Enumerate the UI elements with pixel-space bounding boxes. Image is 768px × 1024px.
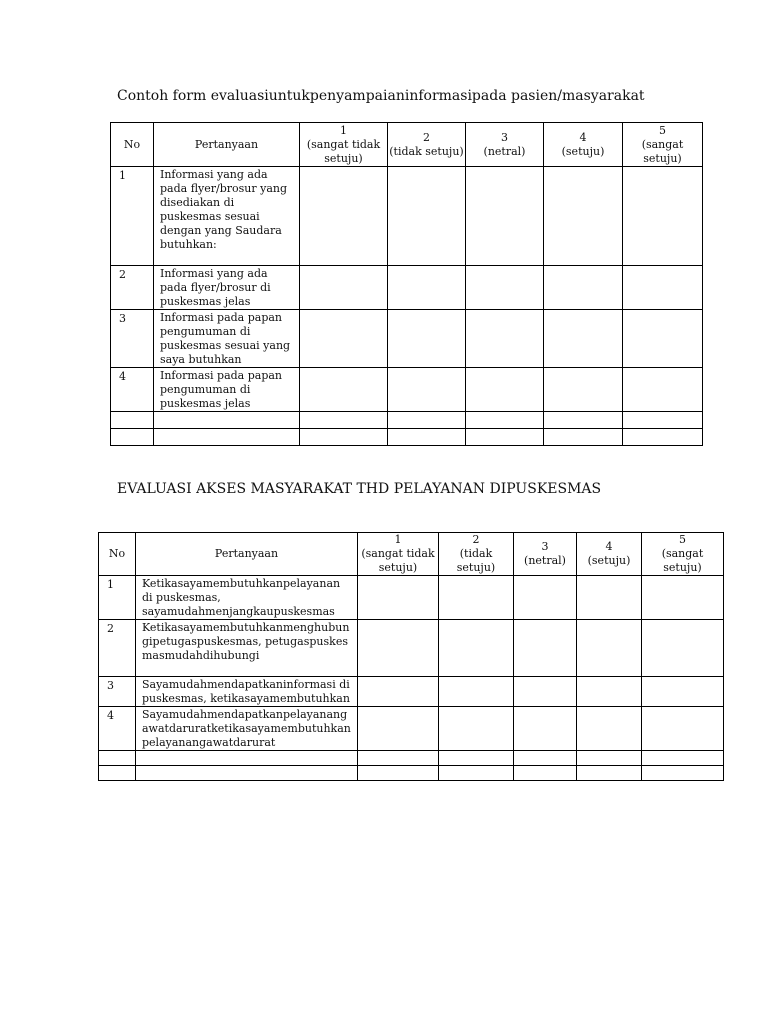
header-no: No [99,533,136,576]
rating-cell[interactable] [642,620,724,677]
scale-number: 4 [579,130,587,144]
rating-cell[interactable] [388,167,466,266]
scale-number: 3 [541,540,549,553]
rating-cell[interactable] [544,429,623,446]
scale-number: 4 [605,540,613,553]
rating-cell[interactable] [514,766,577,781]
row-number [99,751,136,766]
rating-cell[interactable] [439,707,514,751]
rating-cell[interactable] [642,766,724,781]
rating-cell[interactable] [466,368,544,412]
table-row [111,266,703,310]
form1-title: Contoh form evaluasiuntukpenyampaianinformasipada pasien/masyarakat [117,88,645,104]
rating-cell[interactable] [623,310,703,368]
row-question: Sayamudahmendapatkaninformasi di puskesmas, ketikasayamembutuhkan [136,677,358,707]
scale-label: (setuju) [587,554,631,567]
form1-table [110,122,703,446]
table-row [99,751,724,766]
header-scale-5 [642,533,724,576]
rating-cell[interactable] [514,751,577,766]
rating-cell[interactable] [466,167,544,266]
table-row [111,310,703,368]
header-scale-3 [466,123,544,167]
rating-cell[interactable] [388,266,466,310]
rating-cell[interactable] [623,412,703,429]
rating-cell[interactable] [439,677,514,707]
row-question: Ketikasayamembutuhkanmenghubungipetugaspuskesmas, petugaspuskesmasmudahdihubungi [136,620,358,677]
header-scale-4 [577,533,642,576]
rating-cell[interactable] [623,368,703,412]
rating-cell[interactable] [300,167,388,266]
rating-cell[interactable] [642,707,724,751]
rating-cell[interactable] [388,412,466,429]
rating-cell[interactable] [388,310,466,368]
table-row [99,707,724,751]
header-scale-2 [439,533,514,576]
rating-cell[interactable] [623,167,703,266]
table-row [99,576,724,620]
rating-cell[interactable] [514,576,577,620]
rating-cell[interactable] [439,766,514,781]
rating-cell[interactable] [358,677,439,707]
header-scale-1 [358,533,439,576]
rating-cell[interactable] [577,576,642,620]
row-number: 4 [99,707,136,751]
rating-cell[interactable] [358,766,439,781]
rating-cell[interactable] [358,707,439,751]
rating-cell[interactable] [642,576,724,620]
scale-label: (netral) [524,554,566,567]
rating-cell[interactable] [439,576,514,620]
rating-cell[interactable] [439,620,514,677]
row-question: Ketikasayamembutuhkanpelayanan di puskesmas, sayamudahmenjangkaupuskesmas [136,576,358,620]
row-question [154,429,300,446]
row-question: Informasi pada papan pengumuman di puskesmas sesuai yang saya butuhkan [154,310,300,368]
scale-label: (sangat setuju) [661,547,704,574]
scale-label: (sangat tidak setuju) [361,547,435,574]
row-question: Informasi yang ada pada flyer/brosur di puskesmas jelas [154,266,300,310]
table-row [111,167,703,266]
row-number [111,429,154,446]
rating-cell[interactable] [466,429,544,446]
rating-cell[interactable] [514,677,577,707]
rating-cell[interactable] [577,751,642,766]
form1-header-row [111,123,703,167]
rating-cell[interactable] [300,412,388,429]
scale-label: (tidak setuju) [456,547,496,574]
row-number: 4 [111,368,154,412]
row-number [111,412,154,429]
row-number: 2 [99,620,136,677]
rating-cell[interactable] [300,368,388,412]
row-question: Informasi pada papan pengumuman di puskesmas jelas [154,368,300,412]
form2-table [98,532,724,781]
rating-cell[interactable] [577,707,642,751]
rating-cell[interactable] [577,677,642,707]
scale-label: (setuju) [561,144,605,158]
row-number: 1 [111,167,154,266]
rating-cell[interactable] [466,412,544,429]
header-no: No [111,123,154,167]
row-number [99,766,136,781]
table-row [111,368,703,412]
rating-cell[interactable] [514,707,577,751]
rating-cell[interactable] [577,766,642,781]
row-question: Informasi yang ada pada flyer/brosur yang disediakan di puskesmas sesuai dengan yang Saudara butuhkan: [154,167,300,266]
row-question [136,751,358,766]
rating-cell[interactable] [439,751,514,766]
rating-cell[interactable] [388,368,466,412]
scale-number: 2 [472,533,480,546]
header-scale-3 [514,533,577,576]
rating-cell[interactable] [544,266,623,310]
scale-label: (netral) [483,144,526,158]
header-scale-5 [623,123,703,167]
form2-title: EVALUASI AKSES MASYARAKAT THD PELAYANAN DIPUSKESMAS [117,481,602,497]
table-row [111,412,703,429]
rating-cell[interactable] [623,266,703,310]
rating-cell[interactable] [544,368,623,412]
rating-cell[interactable] [388,429,466,446]
header-question: Pertanyaan [154,123,300,167]
rating-cell[interactable] [642,751,724,766]
rating-cell[interactable] [300,266,388,310]
table-row [111,429,703,446]
scale-label: (sangat tidak setuju) [306,137,381,165]
rating-cell[interactable] [623,429,703,446]
rating-cell[interactable] [544,412,623,429]
rating-cell[interactable] [642,677,724,707]
table-row [99,677,724,707]
form2-header-row [99,533,724,576]
rating-cell[interactable] [466,266,544,310]
rating-cell[interactable] [544,310,623,368]
header-scale-4 [544,123,623,167]
header-question: Pertanyaan [136,533,358,576]
header-scale-1 [300,123,388,167]
row-number: 3 [111,310,154,368]
scale-label: (tidak setuju) [389,144,464,158]
row-question: Sayamudahmendapatkanpelayanangawatdaruratketikasayamembutuhkanpelayanangawatdarurat [136,707,358,751]
row-question [136,766,358,781]
scale-number: 5 [679,533,686,546]
rating-cell[interactable] [514,620,577,677]
rating-cell[interactable] [300,310,388,368]
scale-number: 5 [659,123,666,137]
table-row [99,620,724,677]
scale-label: (sangat setuju) [641,137,684,165]
rating-cell[interactable] [358,620,439,677]
row-number: 3 [99,677,136,707]
header-scale-2 [388,123,466,167]
scale-number: 3 [501,130,508,144]
rating-cell[interactable] [577,620,642,677]
scale-number: 1 [394,533,402,546]
rating-cell[interactable] [466,310,544,368]
row-question [154,412,300,429]
row-number: 2 [111,266,154,310]
rating-cell[interactable] [544,167,623,266]
row-number: 1 [99,576,136,620]
scale-number: 1 [340,123,347,137]
table-row [99,766,724,781]
rating-cell[interactable] [358,751,439,766]
scale-number: 2 [423,130,430,144]
rating-cell[interactable] [358,576,439,620]
rating-cell[interactable] [300,429,388,446]
